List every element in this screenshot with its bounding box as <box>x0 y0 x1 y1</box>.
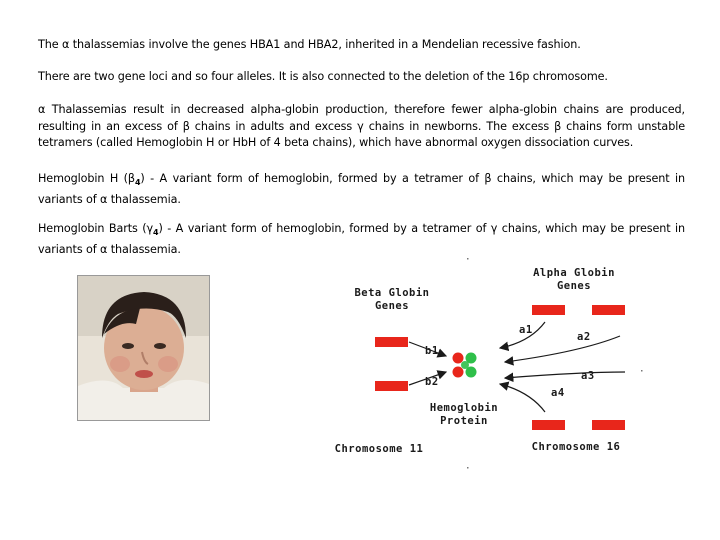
a2-label: a2 <box>577 331 591 343</box>
barts-text-rest: ) - A variant form of hemoglobin, formed by a tetramer of γ chains, which may be present in variants of α thalassemia. <box>38 222 686 256</box>
beta-gene-b2 <box>375 381 408 391</box>
chromosome-11-label: Chromosome 11 <box>334 443 424 455</box>
alpha-gene-a3 <box>592 420 625 430</box>
alpha-gene-a4 <box>532 420 565 430</box>
hbh-subscript: 4 <box>134 178 141 188</box>
alpha-globin-genes-label: Alpha Globin Genes <box>533 267 615 292</box>
beta-gene-b1 <box>375 337 408 347</box>
alpha-gene-a2 <box>592 305 625 315</box>
barts-subscript: 4 <box>153 228 159 238</box>
beta-chain-dot <box>453 353 464 364</box>
hemoglobin-protein-label: Hemoglobin Protein <box>429 402 499 427</box>
a3-label: a3 <box>581 370 595 382</box>
paragraph-intro: The α thalassemias involve the genes HBA1 and HBA2, inherited in a Mendelian recessive fashion. <box>38 38 581 51</box>
a4-label: a4 <box>551 387 565 399</box>
beta-globin-genes-label: Beta Globin Genes <box>354 287 430 312</box>
a3-arrow <box>505 372 625 378</box>
chromosome-16-label: Chromosome 16 <box>531 441 621 453</box>
a2-arrow <box>505 336 620 362</box>
beta-chain-dot <box>453 367 464 378</box>
a1-label: a1 <box>519 324 533 336</box>
paragraph-alpha-thalassemia: α Thalassemias result in decreased alpha-globin production, therefore fewer alpha-globin chains are produced, resulting in an excess of β chains in adults and excess γ chains in newborns. The excess β chains form unstable tetramers (called Hemoglobin H or HbH of 4 beta chains), which have abnormal oxygen dissociation curves. <box>38 103 685 149</box>
b2-label: b2 <box>425 376 439 388</box>
paragraph-gene-loci: There are two gene loci and so four alleles. It is also connected to the deletion of the 16p chromosome. <box>38 70 608 83</box>
hbh-text: Hemoglobin H (β <box>38 172 135 185</box>
alpha-gene-a1 <box>532 305 565 315</box>
b1-label: b1 <box>425 345 439 357</box>
hbh-text-rest: ) - A variant form of hemoglobin, formed by a tetramer of β chains, which may be present in variants of α thalassemia. <box>38 172 685 206</box>
barts-text: Hemoglobin Barts (γ <box>38 222 154 235</box>
